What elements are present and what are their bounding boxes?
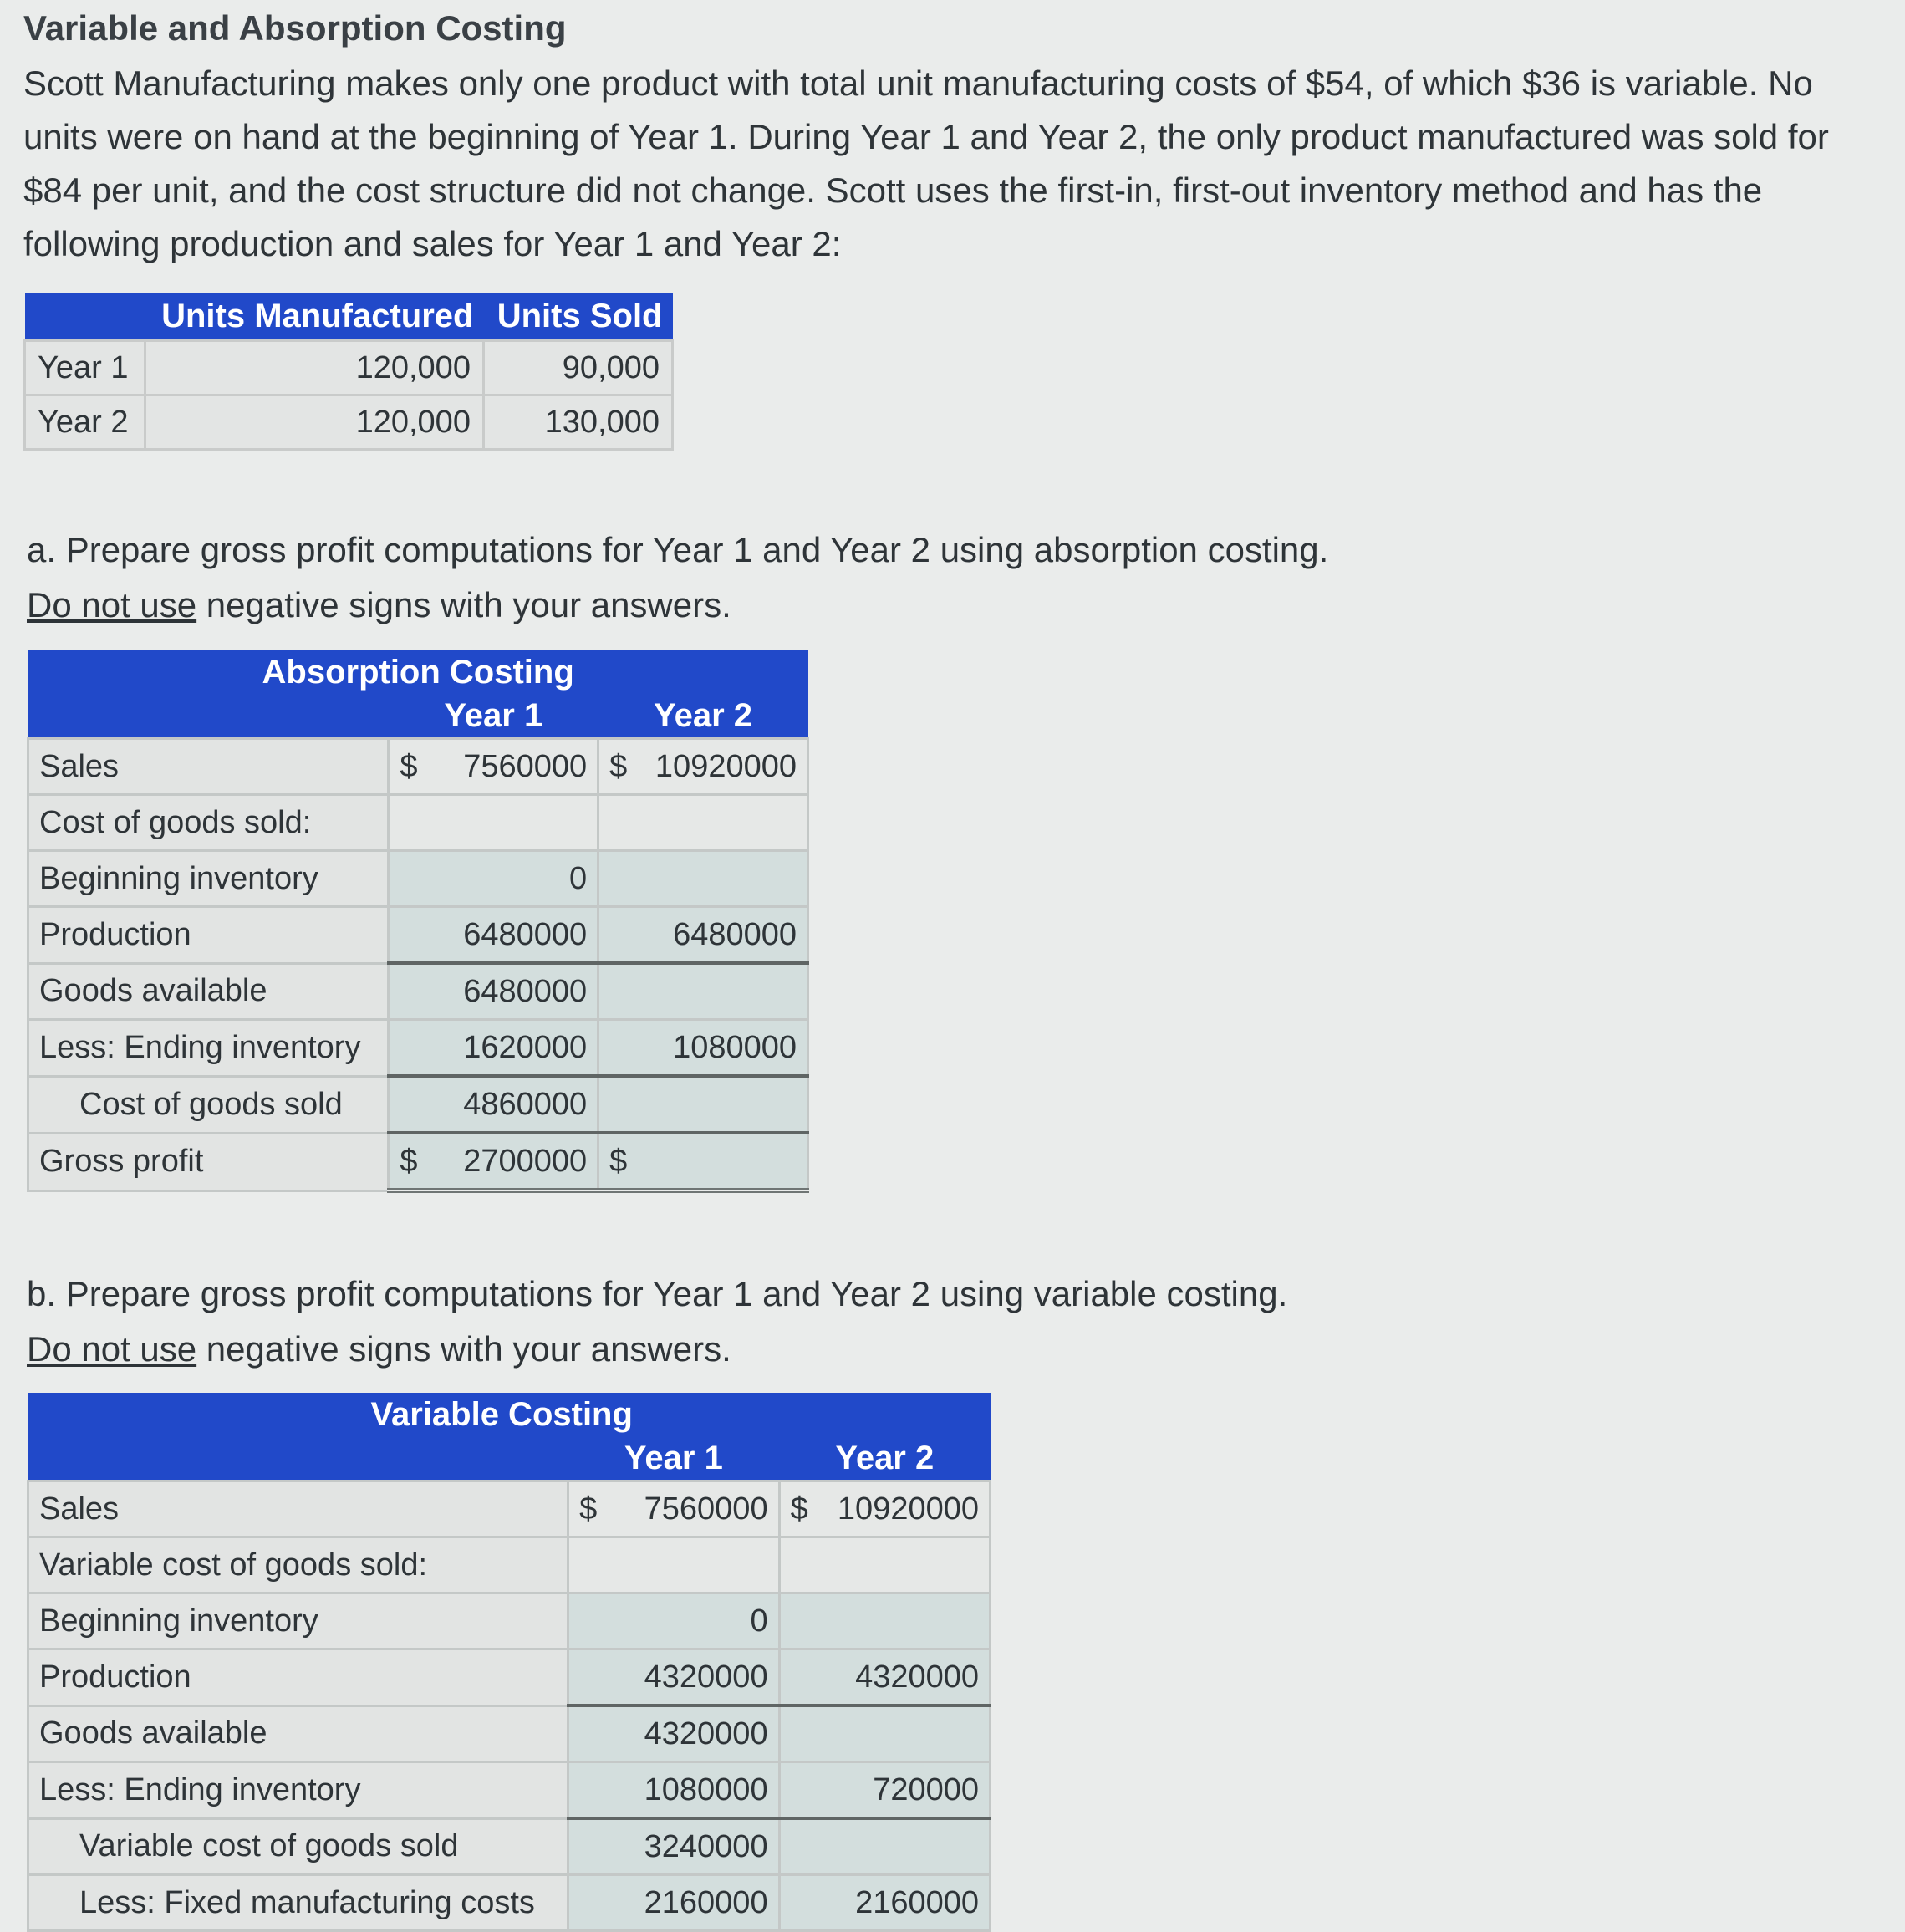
- table-row: [28, 851, 808, 907]
- row-label: Sales: [28, 1481, 568, 1537]
- table-row: [28, 1133, 808, 1190]
- cell-value: 7560000: [463, 748, 588, 784]
- problem-intro: Scott Manufacturing makes only one product with total unit manufacturing costs of $54, of which $36 is variable. No units were on hand at the beginning of Year 1. During Year 1 and Year 2, the only product manufactured was sold for $84 per unit, and the cost structure did not change. Scott uses the first-in, first-out inventory method and has the following production and sales for Year 1 and Year 2:: [23, 64, 1829, 263]
- row-label: Less: Ending inventory: [28, 1762, 568, 1819]
- table-row: [28, 1705, 991, 1762]
- row-label: Variable cost of goods sold:: [28, 1537, 568, 1593]
- available-y1-input[interactable]: 6480000: [389, 963, 598, 1020]
- header-year-1: Year 1: [389, 694, 598, 739]
- variable-costing-table: [27, 1393, 991, 1932]
- ending-y1-input[interactable]: 1620000: [389, 1020, 598, 1077]
- available-y2-input[interactable]: [598, 963, 808, 1020]
- table-row: [28, 1481, 991, 1537]
- table-row: [28, 1818, 991, 1875]
- table-title: [28, 1393, 991, 1436]
- ending-y2-input[interactable]: 720000: [779, 1762, 990, 1819]
- units-header-blank: [25, 293, 145, 341]
- ending-y2-input[interactable]: 1080000: [598, 1020, 808, 1077]
- units-header-manufactured: Units Manufactured: [145, 293, 484, 341]
- sales-y2-input[interactable]: [779, 1481, 990, 1537]
- cell-value: 10920000: [837, 1491, 979, 1527]
- gross-y2-input[interactable]: [598, 1133, 808, 1190]
- vcogs-y2-input[interactable]: [779, 1818, 990, 1875]
- absorption-costing-table: [27, 650, 809, 1193]
- part-a-prompt: a. Prepare gross profit computations for Year 1 and Year 2 using absorption costing.: [27, 530, 1329, 569]
- row-label: Less: Fixed manufacturing costs: [28, 1875, 568, 1931]
- part-b-prompt: b. Prepare gross profit computations for Year 1 and Year 2 using variable costing.: [27, 1274, 1288, 1313]
- vcogs-y1-input[interactable]: 3240000: [568, 1818, 779, 1875]
- header-blank: [28, 1436, 568, 1481]
- row-label: Year 2: [25, 395, 145, 450]
- row-label: Cost of goods sold:: [28, 795, 389, 851]
- note-rest: negative signs with your answers.: [196, 1329, 731, 1369]
- row-label: Goods available: [28, 963, 389, 1020]
- table-title-text: Variable Costing: [370, 1395, 633, 1433]
- header-year-2: Year 2: [598, 694, 808, 739]
- beginning-y1-input[interactable]: 0: [568, 1593, 779, 1649]
- page-title: Variable and Absorption Costing: [23, 8, 567, 48]
- dollar-sign: $: [579, 1491, 598, 1527]
- dollar-sign: $: [400, 1143, 418, 1179]
- table-row: [25, 395, 673, 450]
- beginning-y2-input[interactable]: [598, 851, 808, 907]
- note-underlined: Do not use: [27, 585, 197, 624]
- note-rest: negative signs with your answers.: [196, 585, 731, 624]
- dollar-sign: $: [790, 1491, 808, 1527]
- available-y2-input[interactable]: [779, 1705, 990, 1762]
- row-label: Sales: [28, 739, 389, 795]
- row-label: Production: [28, 907, 389, 964]
- table-row: [28, 1076, 808, 1133]
- cell-value: 10920000: [655, 748, 797, 784]
- production-y1-input[interactable]: 6480000: [389, 907, 598, 964]
- ending-y1-input[interactable]: 1080000: [568, 1762, 779, 1819]
- table-row: [25, 341, 673, 395]
- header-year-2: Year 2: [779, 1436, 990, 1481]
- fixed-y1-input[interactable]: 2160000: [568, 1875, 779, 1931]
- production-y2-input[interactable]: 6480000: [598, 907, 808, 964]
- blank-cell: [779, 1537, 990, 1593]
- units-table: [23, 293, 674, 451]
- row-label: Variable cost of goods sold: [28, 1818, 568, 1875]
- table-row: [28, 739, 808, 795]
- row-label: Year 1: [25, 341, 145, 395]
- header-blank: [28, 694, 389, 739]
- dollar-sign: $: [609, 1143, 628, 1179]
- part-a-note: [27, 578, 1328, 633]
- blank-cell: [389, 795, 598, 851]
- part-a-question: [27, 523, 1328, 633]
- table-row: [28, 795, 808, 851]
- fixed-y2-input[interactable]: 2160000: [779, 1875, 990, 1931]
- cell-value: 7560000: [644, 1491, 768, 1527]
- sales-y1-input[interactable]: [568, 1481, 779, 1537]
- table-row: [28, 1020, 808, 1077]
- production-y1-input[interactable]: 4320000: [568, 1649, 779, 1706]
- header-year-1: Year 1: [568, 1436, 779, 1481]
- available-y1-input[interactable]: 4320000: [568, 1705, 779, 1762]
- row-label: Gross profit: [28, 1133, 389, 1190]
- cell-value: 2700000: [463, 1143, 588, 1179]
- row-label: Less: Ending inventory: [28, 1020, 389, 1077]
- units-manufactured-value: 120,000: [145, 341, 484, 395]
- sales-y1-input[interactable]: [389, 739, 598, 795]
- cogs-y1-input[interactable]: 4860000: [389, 1076, 598, 1133]
- row-label: Production: [28, 1649, 568, 1706]
- table-row: [28, 963, 808, 1020]
- table-row: [28, 1875, 991, 1931]
- row-label: Cost of goods sold: [28, 1076, 389, 1133]
- production-y2-input[interactable]: 4320000: [779, 1649, 990, 1706]
- part-b-note: [27, 1322, 1287, 1377]
- note-underlined: Do not use: [27, 1329, 197, 1369]
- table-title-text: Absorption Costing: [262, 653, 574, 691]
- units-manufactured-value: 120,000: [145, 395, 484, 450]
- row-label: Beginning inventory: [28, 1593, 568, 1649]
- dollar-sign: $: [400, 748, 418, 784]
- table-row: [28, 1649, 991, 1706]
- units-sold-value: 130,000: [483, 395, 672, 450]
- beginning-y1-input[interactable]: 0: [389, 851, 598, 907]
- row-label: Beginning inventory: [28, 851, 389, 907]
- blank-cell: [568, 1537, 779, 1593]
- sales-y2-input[interactable]: [598, 739, 808, 795]
- gross-y1-input[interactable]: [389, 1133, 598, 1190]
- units-sold-value: 90,000: [483, 341, 672, 395]
- part-b-question: [27, 1267, 1287, 1377]
- table-row: [28, 1593, 991, 1649]
- table-row: [28, 1537, 991, 1593]
- units-header-sold: Units Sold: [483, 293, 672, 341]
- beginning-y2-input[interactable]: [779, 1593, 990, 1649]
- blank-cell: [598, 795, 808, 851]
- table-title: [28, 650, 808, 694]
- table-row: [28, 1762, 991, 1819]
- dollar-sign: $: [609, 748, 628, 784]
- table-row: [28, 907, 808, 964]
- row-label: Goods available: [28, 1705, 568, 1762]
- cogs-y2-input[interactable]: [598, 1076, 808, 1133]
